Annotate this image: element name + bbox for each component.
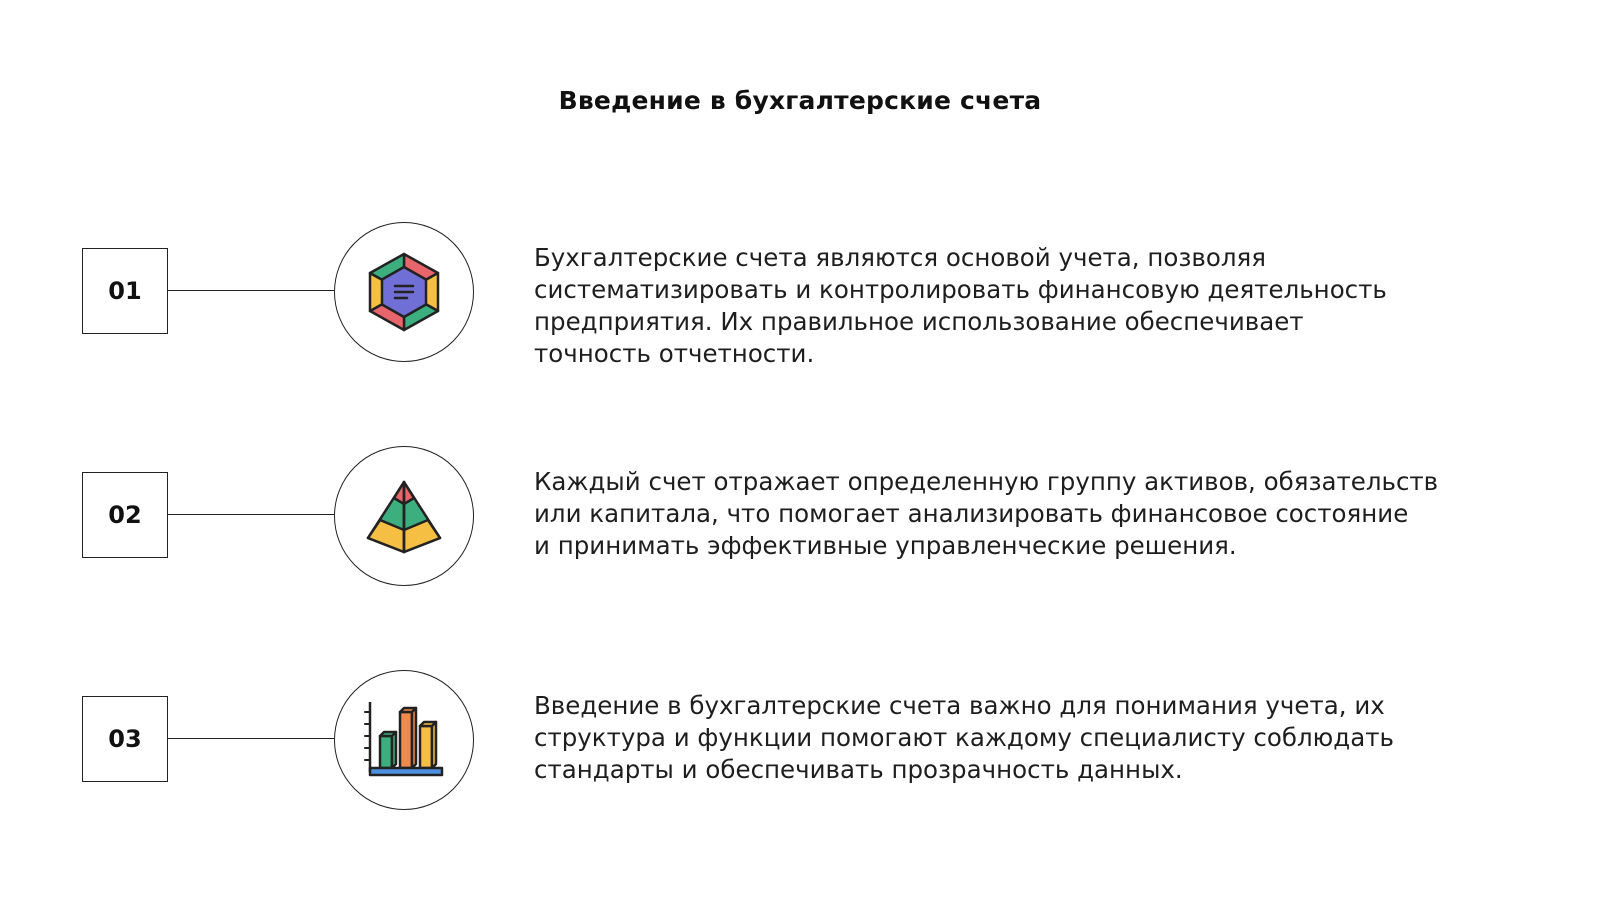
item-description: Каждый счет отражает определенную группу активов, обязательств или капитала, что помогает анализировать финансовое состояние и принимать эффективные управленческие решения.	[534, 467, 1439, 560]
item-number-box: 02	[82, 472, 168, 558]
connector-line	[168, 738, 334, 739]
hexagon-document-icon	[362, 250, 446, 334]
connector-line	[168, 514, 334, 515]
icon-circle	[334, 446, 474, 586]
item-description: Бухгалтерские счета являются основой учета, позволяя систематизировать и контролировать финансовую деятельность предприятия. Их правильное использование обеспечивает точность отчетности.	[534, 243, 1387, 368]
icon-circle	[334, 222, 474, 362]
pyramid-icon	[362, 474, 446, 558]
connector-line	[168, 290, 334, 291]
slide-title: Введение в бухгалтерские счета	[558, 86, 1042, 115]
list-item	[0, 222, 1600, 368]
item-number-box: 03	[82, 696, 168, 782]
bar-chart-icon	[362, 698, 446, 782]
list-item	[0, 670, 1600, 810]
list-item	[0, 446, 1600, 586]
item-number-box: 01	[82, 248, 168, 334]
icon-circle	[334, 670, 474, 810]
item-description: Введение в бухгалтерские счета важно для понимания учета, их структура и функции помогают каждому специалисту соблюдать стандарты и обеспечивать прозрачность данных.	[534, 691, 1394, 784]
